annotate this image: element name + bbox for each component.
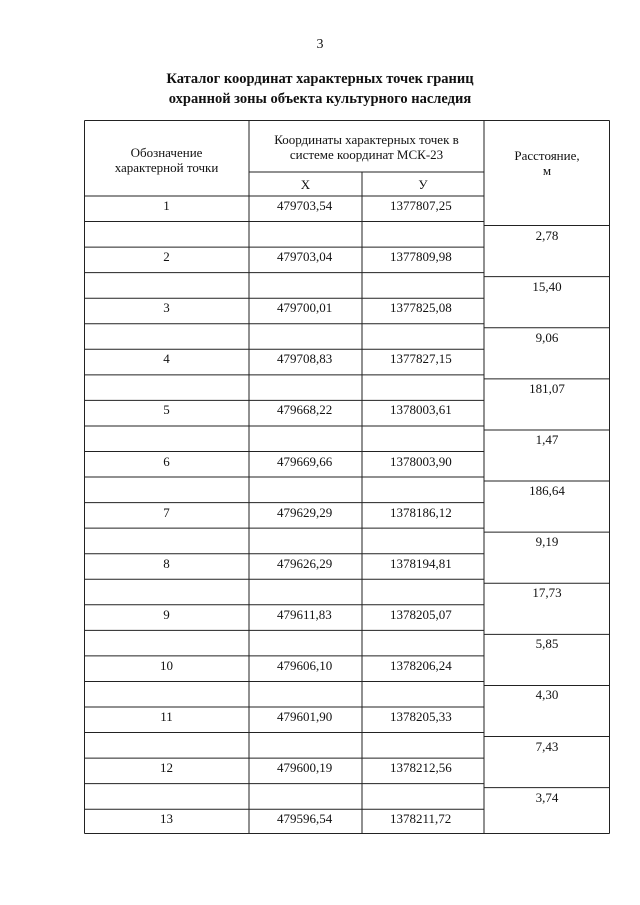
coordinates-table	[84, 120, 610, 834]
distance-value: 4,30	[535, 687, 559, 703]
coord-y: 1378211,72	[390, 811, 452, 827]
coord-x: 479606,10	[277, 657, 333, 673]
coord-x: 479669,66	[277, 453, 333, 469]
distance-value: 1,47	[535, 431, 559, 447]
point-number: 10	[160, 657, 173, 673]
distance-value: 181,07	[529, 380, 565, 396]
coord-x: 479600,19	[277, 760, 333, 776]
distance-value: 9,19	[535, 534, 559, 550]
point-number: 1	[163, 198, 170, 213]
point-number: 3	[163, 300, 170, 316]
point-number: 13	[160, 811, 173, 827]
header-coords	[249, 132, 484, 162]
coord-x: 479703,54	[277, 198, 333, 213]
header-point	[84, 145, 249, 175]
header-point-line-2: характерной точки	[114, 160, 219, 175]
point-number: 8	[163, 555, 170, 571]
header-distance	[484, 148, 610, 178]
point-number: 2	[163, 249, 170, 265]
point-number: 7	[163, 504, 170, 520]
coord-x: 479700,01	[277, 300, 333, 316]
header-x: Х	[300, 177, 311, 192]
distance-value: 186,64	[529, 483, 565, 499]
coord-y: 1378194,81	[390, 555, 452, 571]
coord-x: 479611,83	[277, 606, 332, 622]
point-number: 6	[163, 453, 170, 469]
page-number: 3	[316, 37, 324, 52]
header-distance-line-2: м	[542, 163, 552, 178]
coord-y: 1377809,98	[390, 249, 452, 265]
coord-y: 1377807,25	[390, 198, 452, 213]
point-number: 9	[163, 606, 170, 622]
distance-value: 3,74	[535, 789, 559, 805]
header-point-line-1: Обозначение	[130, 145, 203, 160]
header-y: У	[418, 177, 428, 192]
page-title	[0, 69, 640, 109]
coord-y: 1378212,56	[390, 760, 452, 776]
coord-y: 1378186,12	[390, 504, 452, 520]
title-line-1: Каталог координат характерных точек границ	[166, 71, 474, 87]
header-distance-line-1: Расстояние,	[514, 148, 580, 163]
point-number: 5	[163, 402, 170, 418]
coord-y: 1378205,33	[390, 709, 452, 724]
distance-value: 15,40	[532, 278, 562, 294]
header-coords-line-1: Координаты характерных точек в	[274, 132, 459, 147]
coord-y: 1377827,15	[390, 351, 452, 367]
point-number: 11	[160, 709, 173, 724]
header-coords-line-2: системе координат МСК-23	[289, 147, 444, 162]
coord-y: 1378003,61	[390, 402, 452, 418]
coord-x: 479703,04	[277, 249, 333, 265]
coord-x: 479708,83	[277, 351, 333, 367]
coord-x: 479596,54	[277, 811, 333, 827]
distance-value: 17,73	[532, 585, 562, 601]
point-number: 12	[160, 760, 173, 776]
distance-value: 2,78	[535, 227, 559, 243]
coord-x: 479629,29	[277, 504, 333, 520]
distance-value: 5,85	[535, 636, 559, 652]
coord-y: 1378205,07	[390, 606, 452, 622]
coord-x: 479668,22	[277, 402, 333, 418]
coord-x: 479601,90	[277, 709, 333, 724]
distance-value: 7,43	[535, 738, 559, 754]
coord-y: 1378206,24	[390, 657, 452, 673]
point-number: 4	[163, 351, 170, 367]
distance-value: 9,06	[535, 329, 559, 345]
coord-y: 1377825,08	[390, 300, 452, 316]
coord-y: 1378003,90	[390, 453, 452, 469]
coord-x: 479626,29	[277, 555, 333, 571]
title-line-2: охранной зоны объекта культурного наследия	[168, 91, 472, 107]
